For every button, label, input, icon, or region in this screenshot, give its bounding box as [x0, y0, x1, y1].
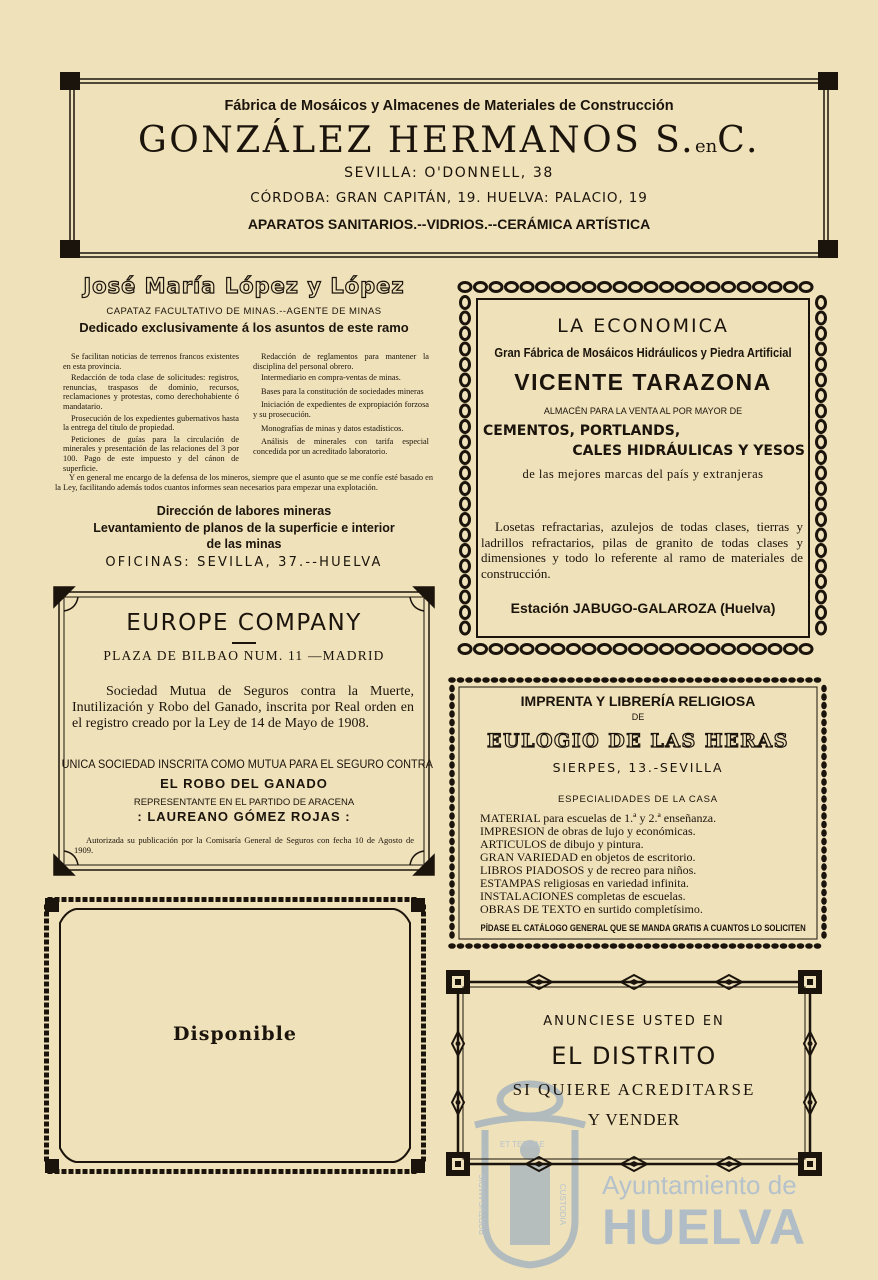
imprenta-catalog: PÍDASE EL CATÁLOGO GENERAL QUE SE MANDA GRATIS A CUANTOS LO SOLICITEN [480, 923, 806, 934]
imprenta-item: IMPRESION de obras de lujo y económicas. [480, 824, 696, 838]
economica-title: LA ECONOMICA [557, 315, 729, 337]
europe-rep-name: : LAUREANO GÓMEZ ROJAS : [137, 809, 351, 824]
europe-robo: EL ROBO DEL GANADO [160, 776, 328, 791]
imprenta-de: DE [631, 712, 645, 722]
imprenta-item: LIBROS PIADOSOS y de recreo para niños. [480, 863, 697, 877]
lopez-right-item: Análisis de minerales con tarifa especial concedida por un acreditado laboratorio. [253, 437, 429, 456]
economica-lime: CALES HIDRÁULICAS Y YESOS [572, 443, 805, 459]
el-distrito-ad [444, 968, 824, 1178]
la-economica-ad [455, 277, 831, 659]
lopez-left-item: Prosecución de los expedientes gubernativos hasta la entrega del título de propiedad. [63, 413, 239, 433]
europe-company-ad [52, 585, 436, 877]
europe-title-rule [232, 642, 256, 644]
lopez-left-item: Se facilitan noticias de terrenos francos existentes en esta provincia. [63, 352, 239, 371]
europe-unique: UNICA SOCIEDAD INSCRITA COMO MUTUA PARA EL SEGURO CONTRA [61, 759, 433, 771]
lopez-dedication: Dedicado exclusivamente á los asuntos de este ramo [79, 320, 409, 335]
economica-warehouse: ALMACÉN PARA LA VENTA AL POR MAYOR DE [543, 406, 743, 416]
lopez-right-item: Redacción de reglamentos para mantener la disciplina del personal obrero. [253, 352, 429, 371]
watermark-scroll-left: PORTUS MARIS [477, 1174, 487, 1235]
watermark-scroll-top: ET TERRAE [500, 1140, 545, 1149]
lopez-ad [55, 272, 433, 574]
imprenta-name: EULOGIO DE LAS HERAS [487, 730, 789, 752]
watermark-text1: Ayuntamiento de [602, 1170, 797, 1200]
lopez-right-item: Monografías de minas y datos estadísticos. [261, 423, 404, 433]
lopez-right-col [253, 352, 429, 458]
imprenta-item: MATERIAL para escuelas de 1.ª y 2.ª enseñanza. [480, 811, 717, 825]
imprenta-item: ESTAMPAS religiosas en variedad infinita. [480, 876, 689, 890]
lopez-direction3: de las minas [206, 537, 282, 551]
distrito-border [444, 968, 824, 1178]
distrito-line4: Y VENDER [587, 1110, 681, 1129]
top-ad-line1: Fábrica de Mosáicos y Almacenes de Materiales de Construcción [224, 98, 674, 114]
watermark-text2: HUELVA [602, 1199, 807, 1255]
company-en: en [695, 136, 718, 157]
lopez-offices: OFICINAS: SEVILLA, 37.--HUELVA [105, 555, 383, 570]
economica-station: Estación JABUGO-GALAROZA (Huelva) [510, 600, 776, 616]
company-c: C. [717, 120, 760, 161]
europe-body: Sociedad Mutua de Seguros contra la Muerte, Inutilización y Robo del Ganado, inscrita por Real orden en el registro creado por la Ley de 14 de Mayo de 1908. [72, 684, 414, 732]
europe-rep: REPRESENTANTE EN EL PARTIDO DE ARACENA [133, 797, 355, 808]
europe-address: PLAZA DE BILBAO NUM. 11 —MADRID [103, 648, 385, 663]
top-ad-address1: SEVILLA: O'DONNELL, 38 [344, 165, 554, 181]
disponible-text: Disponible [173, 1023, 297, 1045]
gonzalez-hermanos-ad [60, 72, 838, 264]
imprenta-item: ARTICULOS de dibujo y pintura. [480, 837, 644, 851]
distrito-line2: EL DISTRITO [551, 1042, 717, 1070]
disponible-ad [40, 893, 430, 1178]
imprenta-item: GRAN VARIEDAD en objetos de escritorio. [480, 850, 696, 864]
economica-cements: CEMENTOS, PORTLANDS, [483, 423, 681, 439]
lopez-left-item: Redacción de toda clase de solicitudes: registros, renuncias, traspasos de dominio, recursos, reclamaciones y protestas, como derechohabiente ó mandatario. [63, 373, 239, 411]
europe-footnote: Autorizada su publicación por la Comisaría General de Seguros con fecha 10 de Agosto de 1909. [74, 835, 414, 855]
imprenta-items [480, 812, 810, 916]
top-ad-products: APARATOS SANITARIOS.--VIDRIOS.--CERÁMICA ARTÍSTICA [247, 216, 651, 232]
economica-subtitle: Gran Fábrica de Mosáicos Hidráulicos y Piedra Artificial [494, 345, 792, 360]
lopez-footer-text: Y en general me encargo de la defensa de los mineros, siempre que el asunto que se me confíe esté basado en la Ley, facilitando además todos cuantos informes sean necesarios para empezar una explotación. [55, 473, 433, 492]
imprenta-ad [446, 674, 830, 952]
imprenta-item: OBRAS DE TEXTO en surtido completísimo. [480, 902, 703, 916]
imprenta-item: INSTALACIONES completas de escuelas. [480, 889, 686, 903]
lopez-right-item: Iniciación de expedientes de expropiación forzosa y su prosecución. [253, 400, 429, 419]
lopez-left-item: Peticiones de guías para la circulación de minerales y presentación de las relaciones del 3 por 100. Pago de este impuesto y del cánon de superficie. [63, 434, 239, 473]
lopez-direction1: Dirección de labores mineras [156, 504, 332, 518]
watermark-scroll-right: CUSTODIA [558, 1183, 568, 1226]
economica-name: VICENTE TARAZONA [514, 369, 772, 395]
europe-title: EUROPE COMPANY [126, 610, 362, 636]
top-ad-company [60, 120, 838, 161]
company-main: GONZÁLEZ HERMANOS S. [138, 120, 696, 161]
economica-brands: de las mejores marcas del país y extranjeras [522, 467, 764, 481]
imprenta-specialties: ESPECIALIDADES DE LA CASA [558, 794, 718, 805]
economica-body: Losetas refractarias, azulejos de todas clases, tierras y ladrillos refractarios, pilas de granito de todas clases y dimensiones y todo lo referente al ramo de materiales de construcción. [481, 519, 803, 581]
lopez-right-item: Bases para la constitución de sociedades mineras [261, 386, 424, 396]
lopez-subtitle: CAPATAZ FACULTATIVO DE MINAS.--AGENTE DE MINAS [106, 306, 382, 317]
top-ad-address2: CÓRDOBA: GRAN CAPITÁN, 19. HUELVA: PALACIO, 19 [250, 190, 648, 206]
imprenta-address: SIERPES, 13.-SEVILLA [552, 760, 724, 775]
distrito-line3: SI QUIERE ACREDITARSE [512, 1080, 756, 1099]
lopez-direction2: Levantamiento de planos de la superficie e interior [93, 521, 395, 535]
distrito-line1: ANUNCIESE USTED EN [543, 1014, 725, 1029]
lopez-left-col [63, 352, 239, 475]
lopez-name: José María López y López [83, 274, 405, 298]
lopez-right-item: Intermediario en compra-ventas de minas. [261, 373, 401, 383]
imprenta-title: IMPRENTA Y LIBRERÍA RELIGIOSA [520, 693, 756, 709]
